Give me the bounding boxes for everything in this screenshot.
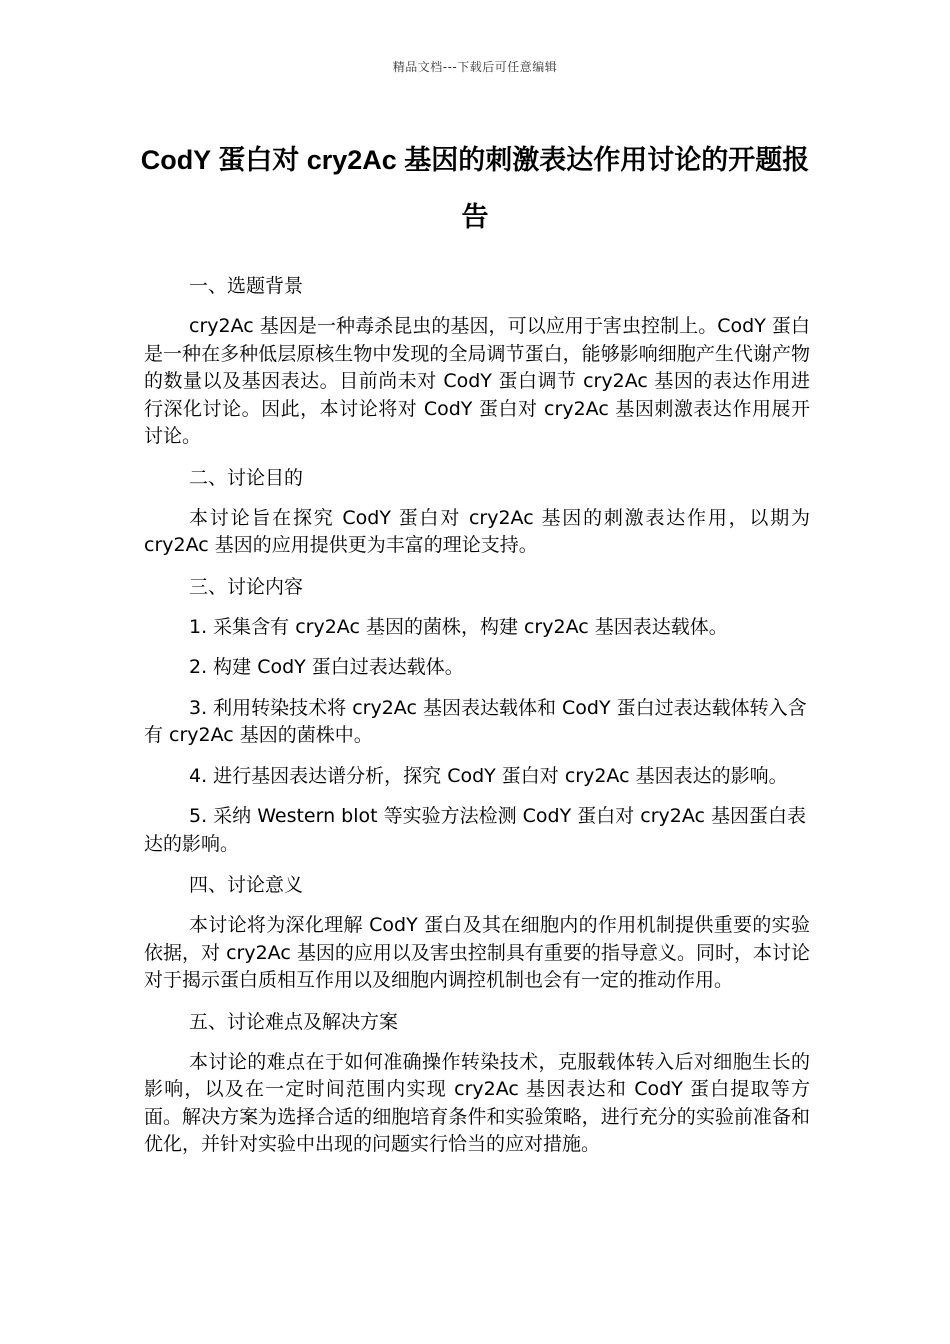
section-difficulties — [144, 1008, 810, 1159]
document-body — [144, 272, 810, 1172]
body-paragraph: 本讨论的难点在于如何准确操作转染技术，克服载体转入后对细胞生长的影响，以及在一定时间范围内实现 cry2Ac 基因表达和 CodY 蛋白提取等方面。解决方案为选择合适的细胞培育条件和实验策略，进行充分的实验前准备和优化，并针对实验中出现的问题实行恰当的应对措施。 — [144, 1050, 810, 1155]
section-heading: 二、讨论目的 — [189, 466, 304, 489]
section-heading: 四、讨论意义 — [189, 874, 304, 896]
section-heading: 五、讨论难点及解决方案 — [189, 1010, 399, 1033]
section-significance — [144, 871, 810, 995]
body-paragraph: cry2Ac 基因是一种毒杀昆虫的基因，可以应用于害虫控制上。CodY 蛋白是一种在多种低层原核生物中发现的全局调节蛋白，能够影响细胞产生代谢产物的数量以及基因表达。目前尚未对 CodY 蛋白调节 cry2Ac 基因的表达作用进行深化讨论。因此，本讨论将对 CodY 蛋白对 cry2Ac 基因刺激表达作用展开讨论。 — [144, 315, 810, 447]
section-background — [144, 272, 810, 451]
list-item: 2. 构建 CodY 蛋白过表达载体。 — [189, 656, 464, 678]
header-note: 精品文档---下载后可任意编辑 — [392, 60, 558, 74]
list-item: 3. 利用转染技术将 cry2Ac 基因表达载体和 CodY 蛋白过表达载体转入含有 cry2Ac 基因的菌株中。 — [144, 696, 807, 746]
document-title: CodY 蛋白对 cry2Ac 基因的刺激表达作用讨论的开题报告 — [140, 145, 810, 232]
section-purpose — [144, 464, 810, 560]
section-content — [144, 573, 810, 859]
section-heading: 一、选题背景 — [189, 275, 304, 297]
list-item: 1. 采集含有 cry2Ac 基因的菌株，构建 cry2Ac 基因表达载体。 — [189, 615, 728, 638]
body-paragraph: 本讨论将为深化理解 CodY 蛋白及其在细胞内的作用机制提供重要的实验依据，对 cry2Ac 基因的应用以及害虫控制具有重要的指导意义。同时，本讨论对于揭示蛋白质相互作用以及细胞内调控机制也会有一定的推动作用。 — [144, 914, 810, 991]
list-item: 5. 采纳 Western blot 等实验方法检测 CodY 蛋白对 cry2Ac 基因蛋白表达的影响。 — [144, 805, 807, 855]
body-paragraph: 本讨论旨在探究 CodY 蛋白对 cry2Ac 基因的刺激表达作用，以期为 cry2Ac 基因的应用提供更为丰富的理论支持。 — [144, 506, 810, 556]
list-item: 4. 进行基因表达谱分析，探究 CodY 蛋白对 cry2Ac 基因表达的影响。 — [189, 764, 788, 787]
section-heading: 三、讨论内容 — [189, 575, 304, 598]
